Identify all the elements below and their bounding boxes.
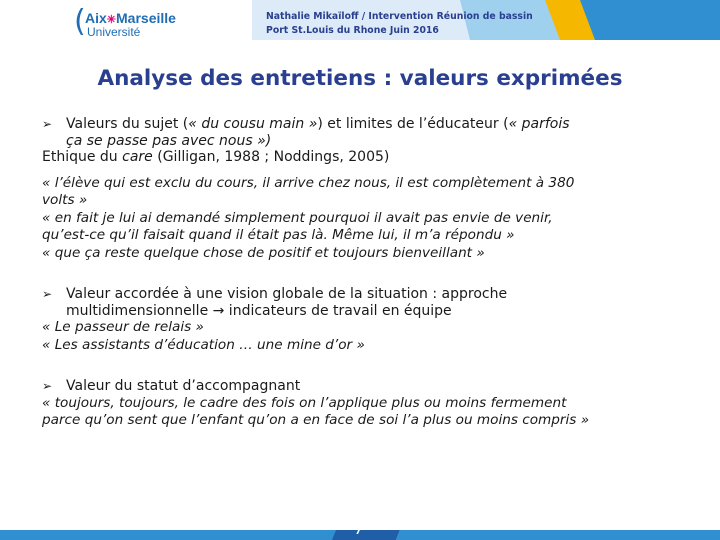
arrow-bullet-icon: ➢ [42, 117, 53, 131]
quote-education-assistants: « Les assistants d’éducation … une mine d’or » [42, 336, 365, 353]
bullet-global-vision: ➢ Valeur accordée à une vision globale de la situation : approche [42, 286, 508, 302]
arrow-bullet-icon: ➢ [42, 379, 53, 393]
header-line-event: Port St.Louis du Rhone Juin 2016 [266, 25, 439, 36]
quote-stay-positive: « que ça reste quelque chose de positif et toujours bienveillant » [42, 244, 485, 261]
slide-content [42, 116, 704, 430]
bullet-global-vision-cont: multidimensionnelle → indicateurs de travail en équipe [66, 302, 452, 319]
logo-bottom-text: Université [87, 25, 141, 39]
header-line-author: Nathalie Mikaïloff / Intervention Réunion de bassin [266, 11, 533, 22]
ethics-of-care-line: Ethique du care (Gilligan, 1988 ; Noddings, 2005) [42, 149, 390, 165]
quote-framework: « toujours, toujours, le cadre des fois on l’applique plus ou moins fermement parce qu’on sent que l’enfant qu’on a en face de soi l’a plus ou moins compris » [42, 394, 590, 428]
logo-bracket: ( [74, 4, 86, 39]
slide-title: Analyse des entretiens : valeurs exprimées [97, 66, 623, 91]
bullet-continuation: ça se passe pas avec nous ») [66, 132, 272, 149]
header-caption [266, 10, 576, 38]
logo-star-icon: ✳ [106, 14, 117, 26]
university-logo [74, 4, 184, 40]
page-number: 7 [355, 527, 362, 537]
bullet-status-value: ➢ Valeur du statut d’accompagnant [42, 378, 301, 394]
arrow-bullet-icon: ➢ [42, 287, 53, 301]
logo-top-text: Aix✳Marseille [85, 10, 176, 26]
quote-relay-passer: « Le passeur de relais » [42, 319, 204, 335]
bullet-values-subject: ➢ Valeurs du sujet (« du cousu main ») et limites de l’éducateur (« parfois [42, 116, 570, 132]
quote-excluded-student: « l’élève qui est exclu du cours, il arrive chez nous, il est complètement à 380 volts » [42, 174, 575, 208]
quote-asked-why: « en fait je lui ai demandé simplement pourquoi il avait pas envie de venir, qu’est-ce qu’il faisait quand il était pas là. Même lui, il m’a répondu » [42, 209, 553, 243]
